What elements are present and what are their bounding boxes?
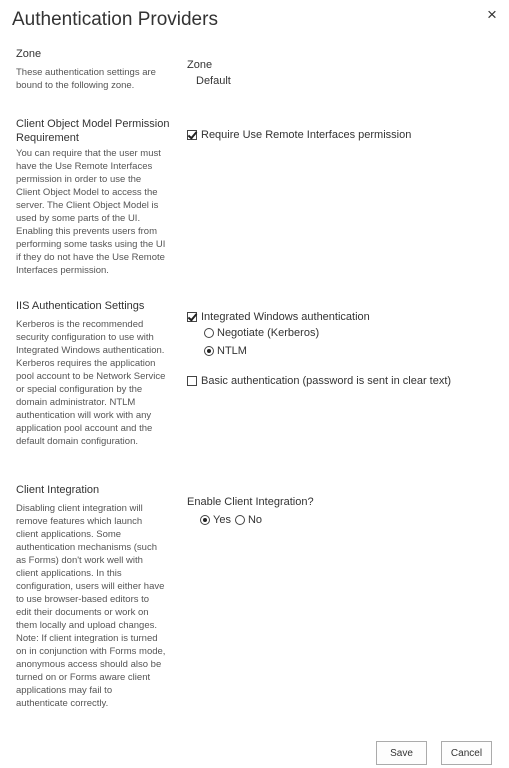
cancel-button[interactable]: Cancel bbox=[441, 741, 492, 765]
iis-description: Kerberos is the recommended security configuration to use with Integrated Windows authentication. Kerberos requires the application pool account to be Network Service or special configuration by the domain administrator. NTLM authentication will work with any application pool account and the default domain configuration. bbox=[16, 319, 166, 447]
basic-auth-label: Basic authentication (password is sent in clear text) bbox=[201, 375, 452, 387]
zone-heading: Zone bbox=[16, 48, 42, 60]
client-integration-question: Enable Client Integration? bbox=[187, 496, 314, 508]
client-integration-yes-label: Yes bbox=[213, 514, 231, 526]
ntlm-radio[interactable] bbox=[204, 346, 214, 356]
client-integration-no-label: No bbox=[247, 514, 263, 526]
save-button[interactable]: Save bbox=[376, 741, 427, 765]
require-remote-interfaces-label: Require Use Remote Interfaces permission bbox=[201, 129, 412, 141]
iis-heading: IIS Authentication Settings bbox=[16, 300, 145, 312]
ntlm-label: NTLM bbox=[217, 345, 247, 357]
client-integration-no-radio[interactable] bbox=[235, 515, 245, 525]
negotiate-kerberos-radio[interactable] bbox=[204, 328, 214, 338]
zone-value: Default bbox=[196, 75, 231, 87]
client-integration-choices bbox=[200, 514, 262, 526]
dialog-title: Authentication Providers bbox=[12, 9, 218, 30]
require-remote-interfaces-option[interactable] bbox=[187, 129, 411, 141]
client-integration-yes-radio[interactable] bbox=[200, 515, 210, 525]
client-integration-heading: Client Integration bbox=[16, 484, 100, 496]
integrated-windows-checkbox[interactable] bbox=[187, 312, 197, 322]
com-heading: Client Object Model Permission Requirement bbox=[16, 118, 170, 144]
integrated-windows-label: Integrated Windows authentication bbox=[201, 311, 370, 323]
negotiate-kerberos-label: Negotiate (Kerberos) bbox=[217, 327, 320, 339]
basic-auth-option[interactable] bbox=[187, 375, 451, 387]
ntlm-option[interactable] bbox=[204, 345, 247, 357]
zone-description: These authentication settings are bound to the following zone. bbox=[16, 67, 156, 91]
negotiate-kerberos-option[interactable] bbox=[204, 327, 319, 339]
integrated-windows-option[interactable] bbox=[187, 311, 370, 323]
zone-field-label: Zone bbox=[187, 59, 213, 71]
basic-auth-checkbox[interactable] bbox=[187, 376, 197, 386]
client-integration-description: Disabling client integration will remove features which launch client applications. Some authentication mechanisms (such as Forms) don't work well with client applications. In this configuration, users will either have to use browser-based editors to edit their documents or work on them locally and upload changes. Note: If client integration is turned on in conjunction with Forms mode, anonymous access should also be turned on or Forms aware client applications may fail to authenticate correctly. bbox=[16, 503, 166, 709]
require-remote-interfaces-checkbox[interactable] bbox=[187, 130, 197, 140]
close-icon[interactable]: × bbox=[487, 5, 497, 24]
com-description: You can require that the user must have the Use Remote Interfaces permission in order to use the Client Object Model to access the server. The Client Object Model is used by some parts of the UI. Enabling this prevents users from performing some tasks using the UI if they do not have the Use Remote Interfaces permission. bbox=[16, 148, 166, 276]
